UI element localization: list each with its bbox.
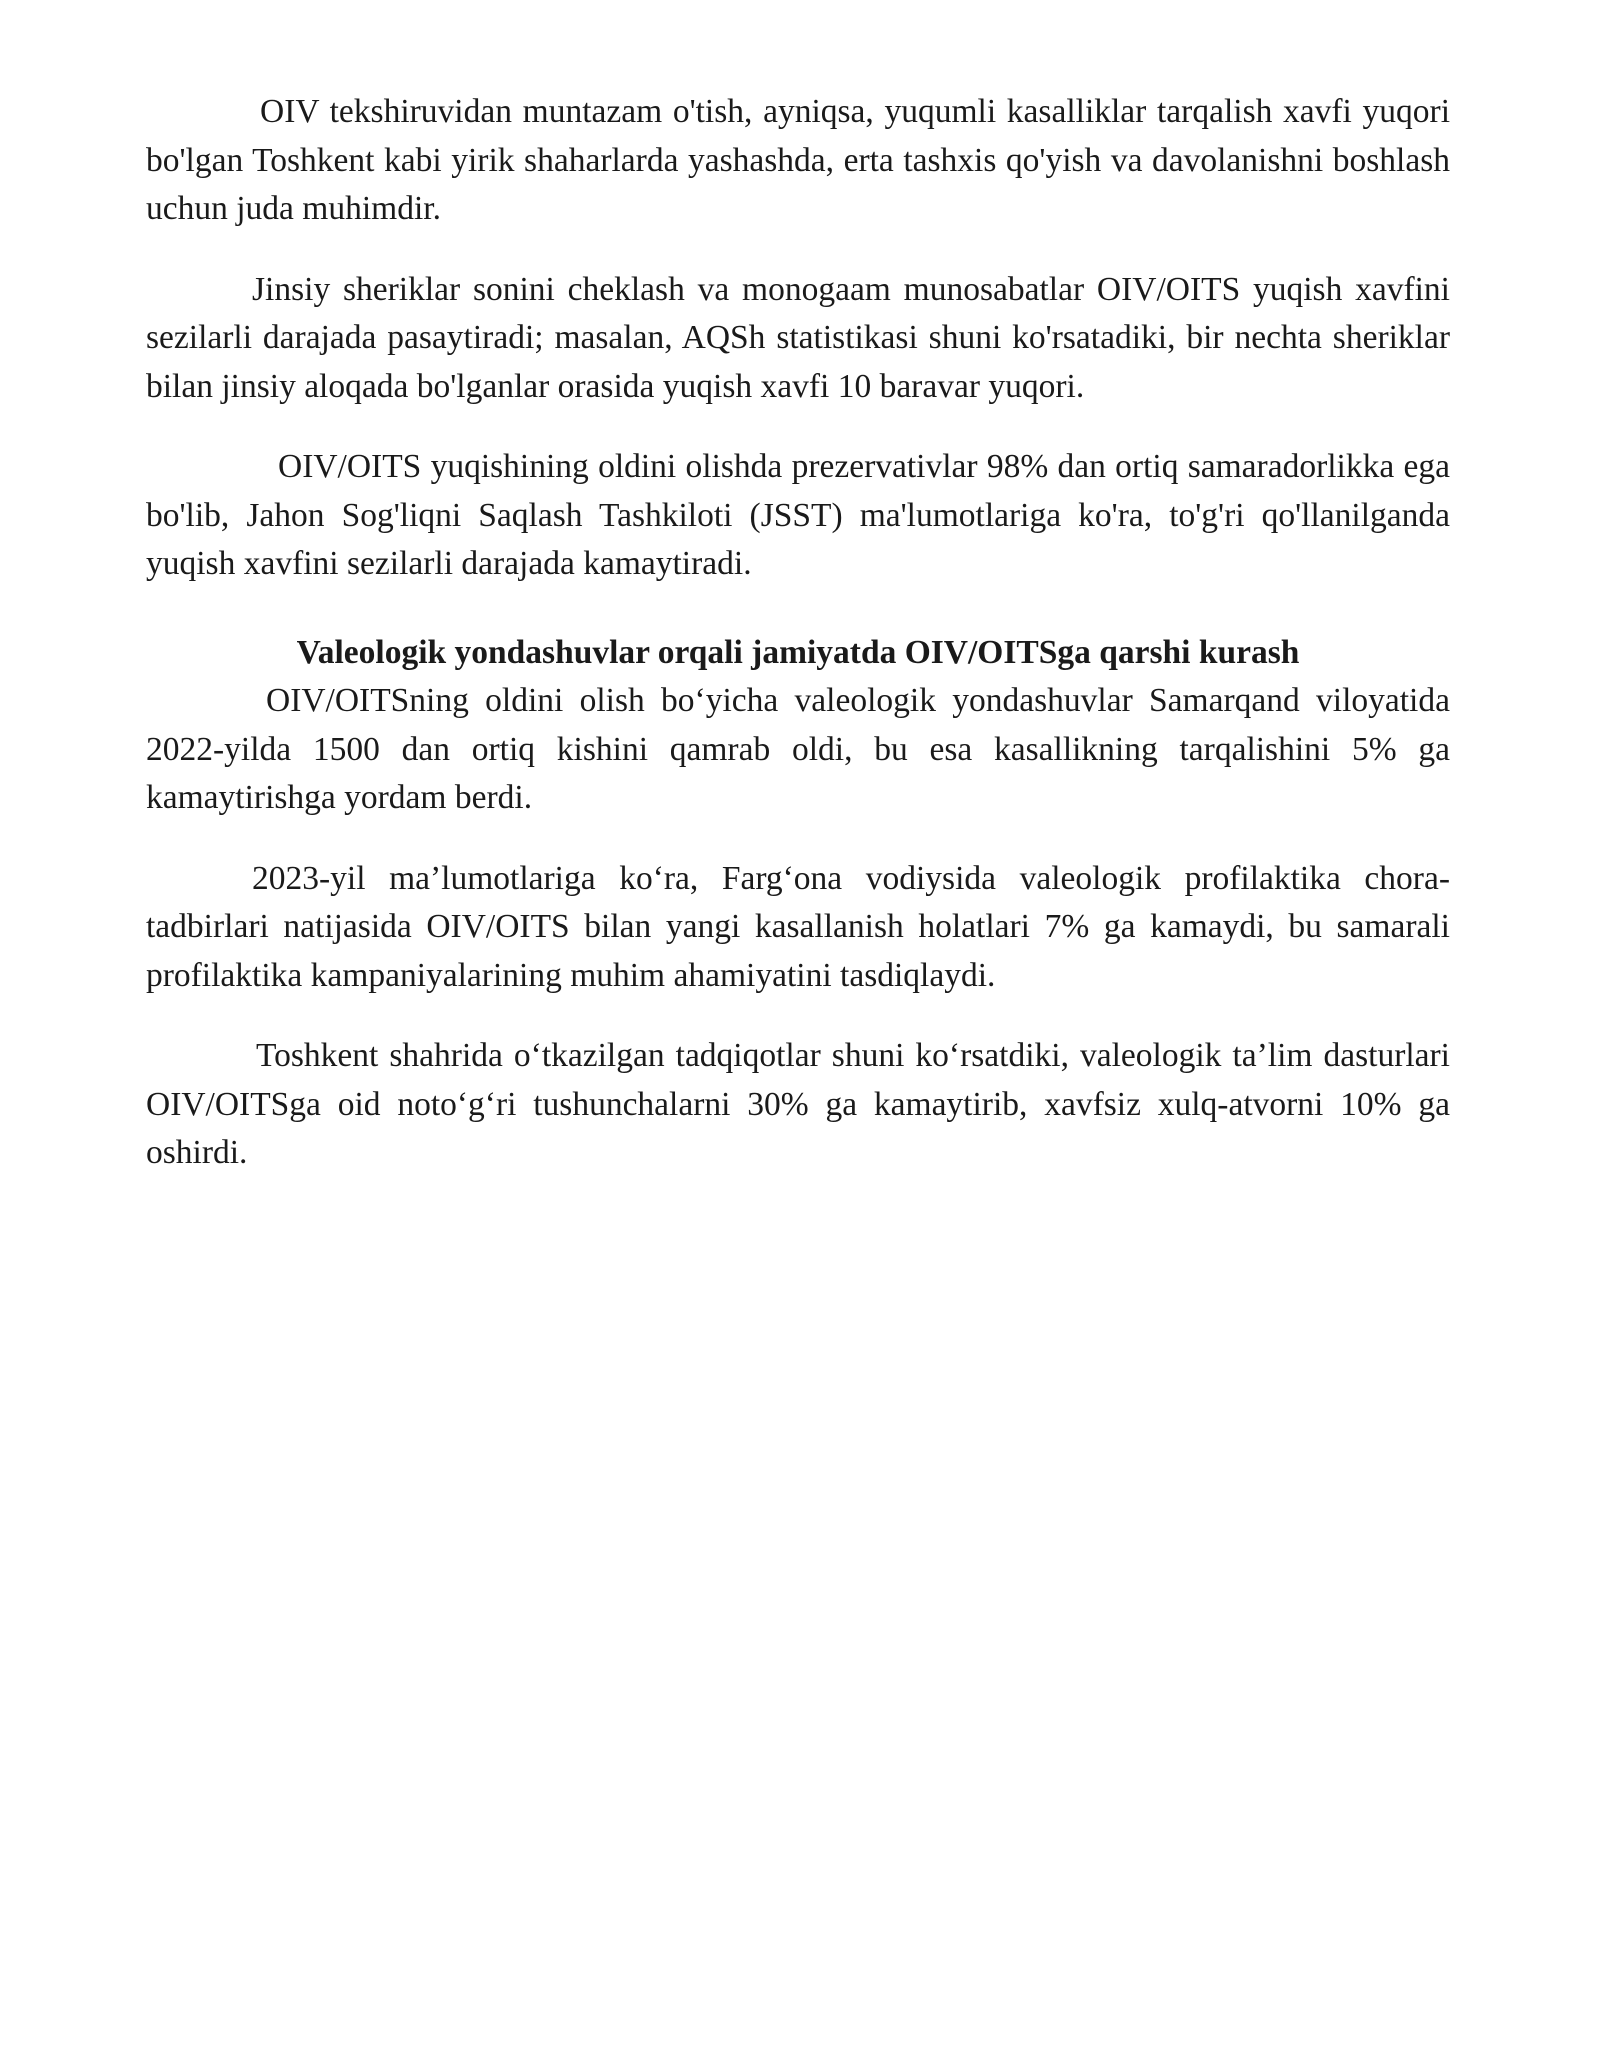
paragraph-tashkent-study: Toshkent shahrida o‘tkazilgan tadqiqotlar shuni ko‘rsatdiki, valeologik ta’lim dasturlari OIV/OITSga oid noto‘g‘ri tushunchalarni 30% ga kamaytirib, xavfsiz xulq-atvorni 10% ga oshirdi. bbox=[146, 1037, 1450, 1171]
paragraph-samarqand-results: OIV/OITSning oldini olish bo‘yicha valeologik yondashuvlar Samarqand viloyatida 2022-yilda 1500 dan ortiq kishini qamrab oldi, bu esa kasallikning tarqalishini 5% ga kamaytirishga yordam berdi. bbox=[146, 682, 1450, 816]
paragraph-partner-limitation: Jinsiy sheriklar sonini cheklash va monogaam munosabatlar OIV/OITS yuqish xavfini sezilarli darajada pasaytiradi; masalan, AQSh statistikasi shuni ko'rsatadiki, bir nechta sheriklar bilan jinsiy aloqada bo'lganlar orasida yuqish xavfi 10 baravar yuqori. bbox=[146, 270, 1450, 405]
document-page bbox=[146, 88, 1450, 1210]
paragraph-fergana-results: 2023-yil ma’lumotlariga ko‘ra, Farg‘ona vodiysida valeologik profilaktika chora-tadbirlari natijasida OIV/OITS bilan yangi kasallanish holatlari 7% ga kamaydi, bu samarali profilaktika kampaniyalarining muhim ahamiyatini tasdiqlaydi. bbox=[146, 859, 1450, 994]
paragraph-condom-effectiveness: OIV/OITS yuqishining oldini olishda prezervativlar 98% dan ortiq samaradorlikka ega bo'lib, Jahon Sog'liqni Saqlash Tashkiloti (JSST) ma'lumotlariga ko'ra, to'g'ri qo'llanilganda yuqish xavfini sezilarli darajada kamaytiradi. bbox=[146, 448, 1450, 582]
paragraph-hiv-testing: OIV tekshiruvidan muntazam o'tish, ayniqsa, yuqumli kasalliklar tarqalish xavfi yuqori bo'lgan Toshkent kabi yirik shaharlarda yashashda, erta tashxis qo'yish va davolanishni boshlash uchun juda muhimdir. bbox=[146, 93, 1450, 227]
section-heading: Valeologik yondashuvlar orqali jamiyatda OIV/OITSga qarshi kurash bbox=[296, 633, 1300, 671]
